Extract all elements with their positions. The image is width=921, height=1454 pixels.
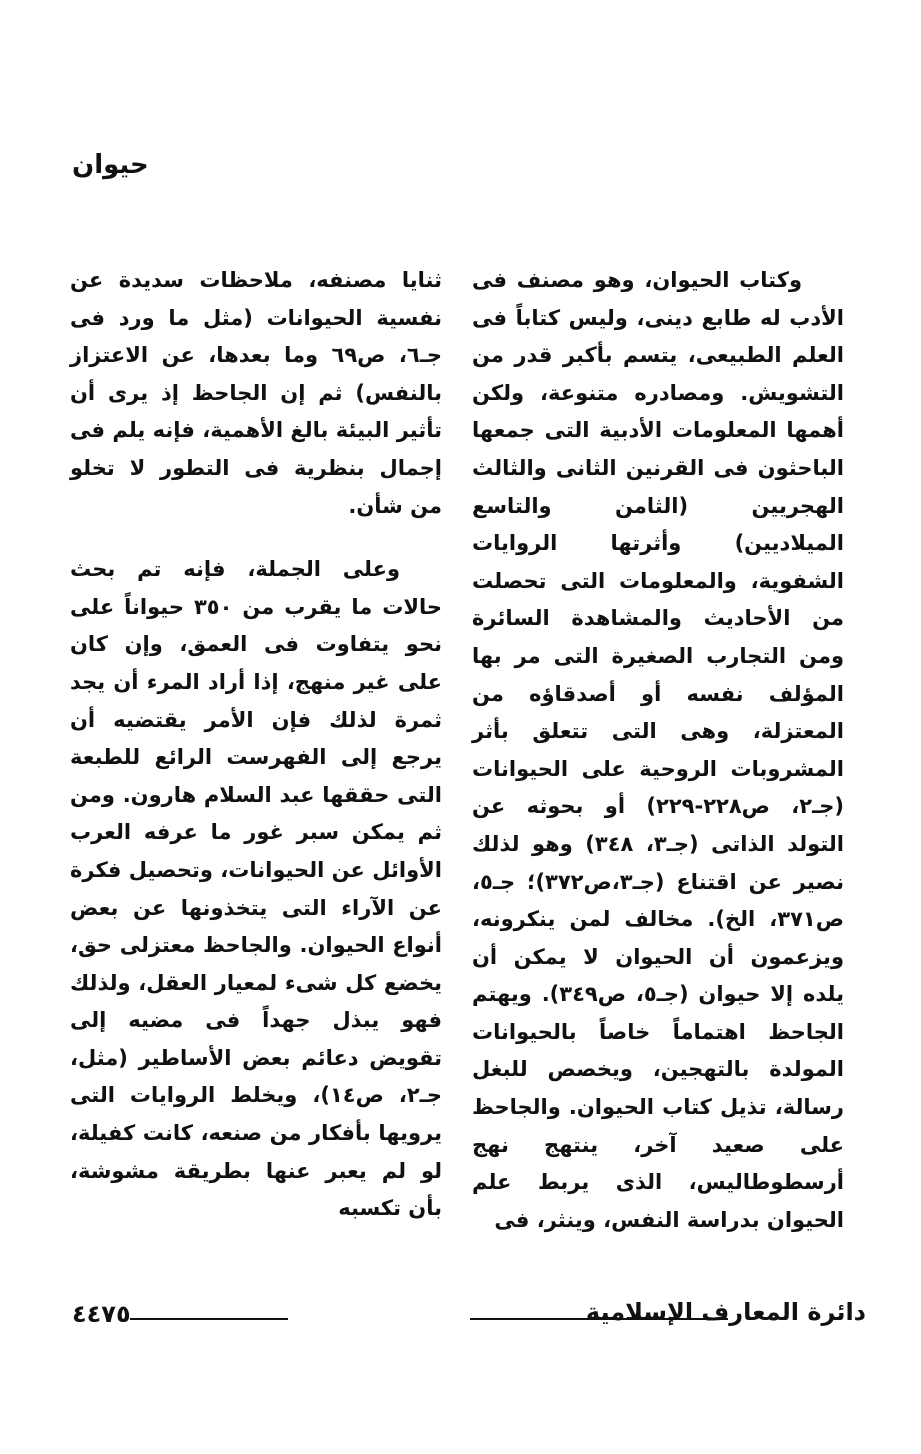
journal-title: دائرة المعارف الإسلامية [585,1298,866,1326]
footer-rule [130,1318,288,1320]
paragraph: وعلى الجملة، فإنه تم بحث حالات ما يقرب من ٣٥٠ حيواناً على نحو يتفاوت فى العمق، وإن كان على غير منهج، إذا أراد المرء أن يجد ثمرة لذلك فإن الأمر يقتضيه أن يرجع إلى الفهرست الرائع للطبعة التى حققها عبد السلام هارون. ومن ثم يمكن سبر غور ما عرفه العرب الأوائل عن الحيوانات، وتحصيل فكرة عن الآراء التى يتخذونها عن بعض أنواع الحيوان. والجاحظ معتزلى حق، يخضع كل شىء لمعيار العقل، ولذلك فهو يبذل جهداً فى مضيه إلى تقويض دعائم بعض الأساطير (مثل، جـ٢، ص١٤)، ويخلط الروايات التى يرويها بأفكار من صنعه، كانت كفيلة، لو لم يعبر عنها بطريقة مشوشة، بأن تكسبه [70,557,442,1221]
left-column [70,262,442,1228]
paragraph-continued: ثنايا مصنفه، ملاحظات سديدة عن نفسية الحيوانات (مثل ما ورد فى جـ٦، ص٦٩ وما بعدها، عن الاعتزاز بالنفس) ثم إن الجاحظ إذ يرى أن تأثير البيئة بالغ الأهمية، فإنه يلم فى إجمال بنظرية فى التطور لا تخلو من شأن. [70,268,442,518]
page-footer [72,1298,866,1332]
paragraph: وكتاب الحيوان، وهو مصنف فى الأدب له طابع دينى، وليس كتاباً فى العلم الطبيعى، يتسم بأكبر قدر من التشويش. ومصادره متنوعة، ولكن أهمها المعلومات الأدبية التى جمعها الباحثون فى القرنين الثانى والثالث الهجريين (الثامن والتاسع الميلاديين) وأثرتها الروايات الشفوية، والمعلومات التى تحصلت من الأحاديث والمشاهدة السائرة ومن التجارب الصغيرة التى مر بها المؤلف نفسه أو أصدقاؤه من المعتزلة، وهى التى تتعلق بأثر المشروبات الروحية على الحيوانات (جـ٢، ص٢٢٨-٢٢٩) أو بحوثه عن التولد الذاتى (جـ٣، ٣٤٨) وهو لذلك نصير عن اقتناع (جـ٣،ص٣٧٢)؛ جـ٥، ص٣٧١، الخ). مخالف لمن ينكرونه، ويزعمون أن الحيوان لا يمكن أن يلده إلا حيوان (جـ٥، ص٣٤٩). ويهتم الجاحظ اهتماماً خاصاً بالحيوانات المولدة بالتهجين، ويخصص للبغل رسالة، تذيل كتاب الحيوان. والجاحظ على صعيد آخر، ينتهج نهج أرسطوطاليس، الذى يربط علم الحيوان بدراسة النفس، وينثر، فى [472,268,845,1232]
right-column [472,262,844,1239]
page-number: ٤٤٧٥ [72,1300,131,1328]
running-head: حيوان [72,150,149,180]
